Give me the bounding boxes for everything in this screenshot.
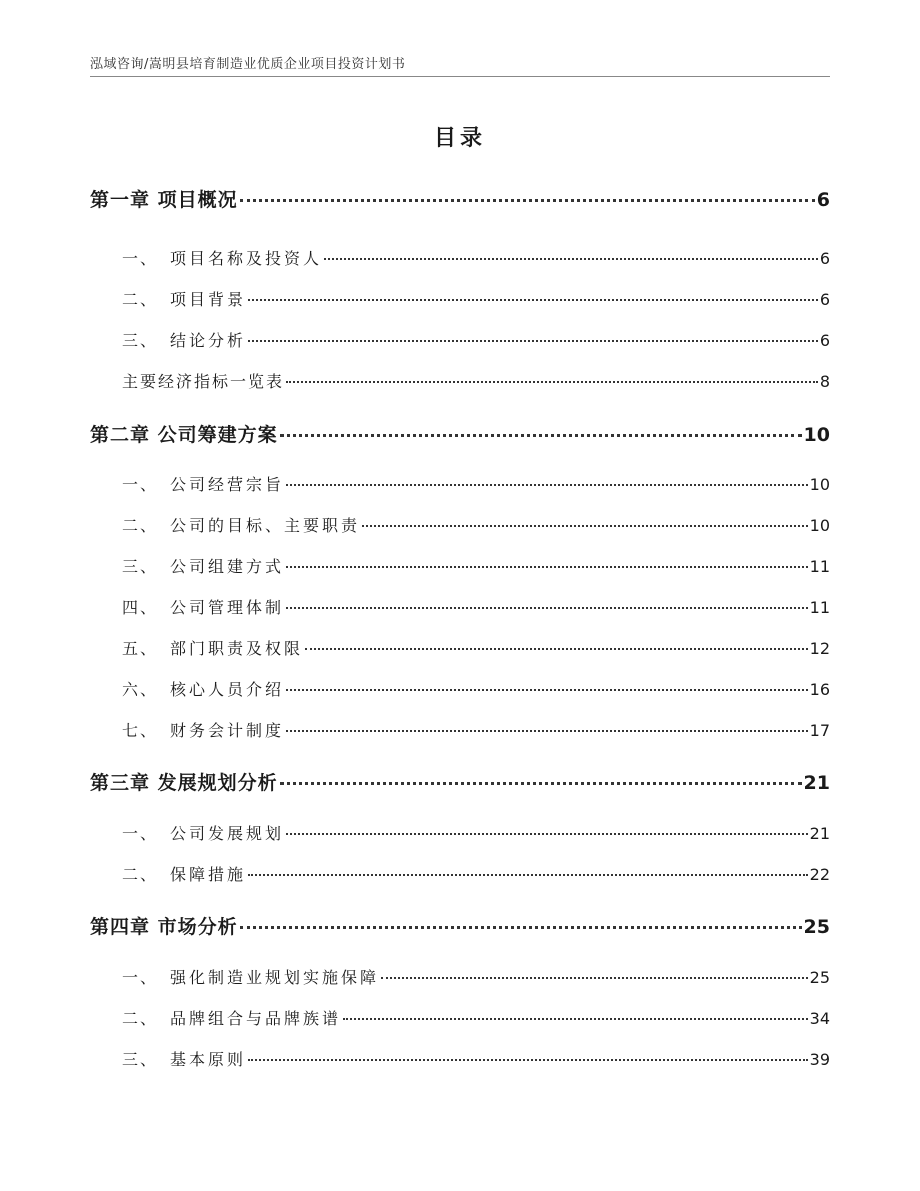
toc-entry-number: 一、	[122, 475, 159, 494]
toc-page-number: 22	[809, 865, 830, 884]
toc-entry-label: 项目背景	[170, 290, 247, 309]
dot-leader	[362, 525, 808, 527]
dot-leader	[248, 1059, 808, 1061]
toc-entry-number: 三、	[122, 557, 159, 576]
toc-section-entry[interactable]	[90, 287, 830, 310]
toc-section-entry[interactable]	[90, 246, 830, 269]
toc-entry-number: 四、	[122, 598, 159, 617]
dot-leader	[280, 782, 802, 785]
toc-entry-label: 公司经营宗旨	[170, 475, 285, 494]
toc-section-entry[interactable]	[90, 328, 830, 351]
toc-page-number: 8	[819, 372, 830, 391]
toc-chapter-entry[interactable]	[90, 185, 830, 212]
toc-entry-label: 品牌组合与品牌族谱	[170, 1009, 342, 1028]
toc-entry-label: 公司组建方式	[170, 557, 285, 576]
toc-section-entry[interactable]	[90, 369, 830, 392]
toc-page-number: 10	[809, 516, 830, 535]
toc-section-entry[interactable]	[90, 513, 830, 536]
toc-section-entry[interactable]	[90, 1006, 830, 1029]
dot-leader	[286, 381, 818, 383]
toc-section-entry[interactable]	[90, 821, 830, 844]
toc-entry-number: 五、	[122, 639, 159, 658]
toc-entry-label: 强化制造业规划实施保障	[170, 968, 380, 987]
toc-entry-label: 保障措施	[170, 865, 247, 884]
toc-entry-number: 二、	[122, 516, 159, 535]
dot-leader	[286, 607, 808, 609]
toc-section-entry[interactable]	[90, 862, 830, 885]
dot-leader	[343, 1018, 808, 1020]
toc-page-number: 21	[809, 824, 830, 843]
toc-section-entry[interactable]	[90, 1047, 830, 1070]
dot-leader	[248, 340, 818, 342]
toc-page-number: 11	[809, 557, 830, 576]
toc-entry-label: 核心人员介绍	[170, 680, 285, 699]
toc-entry-label: 财务会计制度	[170, 721, 285, 740]
dot-leader	[324, 258, 818, 260]
toc-entry-label: 基本原则	[170, 1050, 247, 1069]
toc-page-number: 25	[809, 968, 830, 987]
toc-page-number: 17	[809, 721, 830, 740]
toc-entry-label: 第一章 项目概况	[90, 189, 238, 211]
toc-page-number: 10	[809, 475, 830, 494]
toc-page-number: 11	[809, 598, 830, 617]
dot-leader	[286, 833, 808, 835]
dot-leader	[240, 926, 802, 929]
toc-entry-label: 部门职责及权限	[170, 639, 304, 658]
dot-leader	[381, 977, 808, 979]
toc-entry-number: 二、	[122, 290, 159, 309]
toc-section-entry[interactable]	[90, 554, 830, 577]
toc-page-number: 10	[803, 424, 830, 446]
toc-entry-number: 一、	[122, 824, 159, 843]
toc-chapter-entry[interactable]	[90, 420, 830, 447]
toc-entry-label: 主要经济指标一览表	[122, 372, 285, 391]
dot-leader	[305, 648, 808, 650]
dot-leader	[286, 566, 808, 568]
toc-chapter-entry[interactable]	[90, 912, 830, 939]
toc-page-number: 25	[803, 916, 830, 938]
toc-page-number: 6	[819, 290, 830, 309]
toc-entry-label: 公司的目标、主要职责	[170, 516, 361, 535]
toc-entry-number: 六、	[122, 680, 159, 699]
toc-page-number: 6	[819, 249, 830, 268]
toc-page-number: 16	[809, 680, 830, 699]
toc-section-entry[interactable]	[90, 595, 830, 618]
running-header: 泓域咨询/嵩明县培育制造业优质企业项目投资计划书	[90, 57, 406, 72]
toc-entry-number: 二、	[122, 865, 159, 884]
header-rule	[90, 76, 830, 77]
toc-section-entry[interactable]	[90, 718, 830, 741]
dot-leader	[280, 434, 802, 437]
toc-section-entry[interactable]	[90, 965, 830, 988]
dot-leader	[286, 484, 808, 486]
toc-page-number: 6	[816, 189, 830, 211]
toc-section-entry[interactable]	[90, 472, 830, 495]
toc-entry-number: 三、	[122, 331, 159, 350]
toc-entry-label: 公司发展规划	[170, 824, 285, 843]
toc-section-entry[interactable]	[90, 636, 830, 659]
dot-leader	[286, 689, 808, 691]
toc-entry-label: 项目名称及投资人	[170, 249, 323, 268]
dot-leader	[286, 730, 808, 732]
toc-entry-number: 一、	[122, 249, 159, 268]
toc-entry-number: 七、	[122, 721, 159, 740]
toc-section-entry[interactable]	[90, 677, 830, 700]
dot-leader	[248, 299, 818, 301]
toc-entry-number: 一、	[122, 968, 159, 987]
toc-entry-label: 结论分析	[170, 331, 247, 350]
toc-entry-number: 二、	[122, 1009, 159, 1028]
toc-page-number: 21	[803, 772, 830, 794]
toc-entry-label: 公司管理体制	[170, 598, 285, 617]
toc-entry-number: 三、	[122, 1050, 159, 1069]
toc-page-number: 12	[809, 639, 830, 658]
dot-leader	[248, 874, 808, 876]
toc-entry-label: 第三章 发展规划分析	[90, 772, 278, 794]
toc-page-number: 6	[819, 331, 830, 350]
toc-page-number: 39	[809, 1050, 830, 1069]
page-title: 目录	[433, 126, 486, 151]
toc-chapter-entry[interactable]	[90, 768, 830, 795]
toc-entry-label: 第二章 公司筹建方案	[90, 424, 278, 446]
dot-leader	[240, 199, 815, 202]
toc-entry-label: 第四章 市场分析	[90, 916, 238, 938]
toc-page-number: 34	[809, 1009, 830, 1028]
